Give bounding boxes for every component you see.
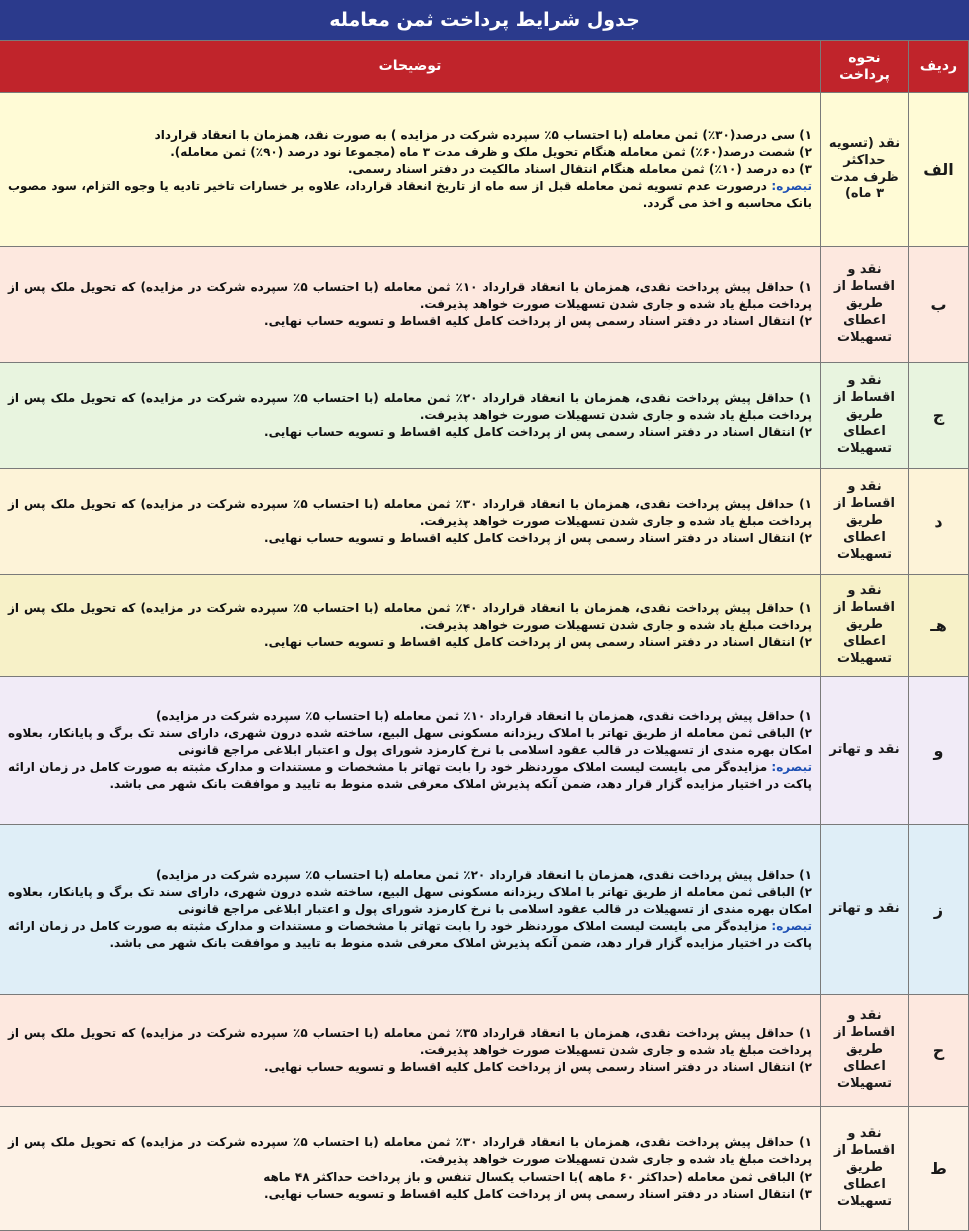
row-radif: الف <box>909 93 969 247</box>
row-payment-method: نقد و اقساط از طریق اعطای تسهیلات <box>821 575 909 677</box>
row-radif: هـ <box>909 575 969 677</box>
line-text: ۲) الباقی ثمن معامله از طریق تهاتر با املاک ریزدانه مسکونی سهل البیع، ساخته شده درون شهری، دارای سند تک برگ و پایانکار، بعلاوه امکان بهره مندی از تسهیلات در قالب عقود اسلامی با نرخ کارمزد شورای پول و اعتبار ابلاغی مراجع قانونی <box>8 884 812 916</box>
row-description <box>0 469 821 575</box>
description-line <box>8 530 812 547</box>
row-description <box>0 995 821 1107</box>
line-text: مزایده‌گر می بایست لیست املاک موردنظر خود را بابت تهاتر با مشخصات و مستندات و مدارک مثبته به صورت کامل در زمان ارائه پاکت در اختیار مزایده گزار قرار دهد، ضمن آنکه پذیرش املاک معرفی شده منوط به تایید و موافقت بانک شهر می باشد. <box>8 760 812 792</box>
row-payment-method: نقد و اقساط از طریق اعطای تسهیلات <box>821 1107 909 1231</box>
header-description: توضیحات <box>0 41 821 93</box>
description-line <box>8 127 812 144</box>
header-row <box>0 41 969 93</box>
row-payment-method: نقد و تهاتر <box>821 825 909 995</box>
line-text: ۱) حداقل پیش پرداخت نقدی، همزمان با انعقاد قرارداد ۱۰٪ ثمن معامله (با احتساب ۵٪ سپرده شرکت در مزایده) که تحویل ملک پس از پرداخت مبلغ یاد شده و جاری شدن تسهیلات صورت خواهد پذیرفت. <box>8 279 812 311</box>
description-line <box>8 867 812 884</box>
description-line <box>8 634 812 651</box>
row-radif: ز <box>909 825 969 995</box>
document-title: جدول شرایط پرداخت ثمن معامله <box>0 0 969 40</box>
description-line <box>8 708 812 725</box>
line-text: ۲) انتقال اسناد در دفتر اسناد رسمی پس از پرداخت کامل کلیه اقساط و تسویه حساب نهایی. <box>264 635 812 650</box>
row-radif: د <box>909 469 969 575</box>
description-line <box>8 1186 812 1203</box>
line-text: ۲) انتقال اسناد در دفتر اسناد رسمی پس از پرداخت کامل کلیه اقساط و تسویه حساب نهایی. <box>264 314 812 329</box>
description-line <box>8 884 812 918</box>
row-radif: ج <box>909 363 969 469</box>
line-text: درصورت عدم تسویه ثمن معامله قبل از سه ماه از تاریخ انعقاد قرارداد، علاوه بر خسارات تاخیر تادیه یا وجوه التزام، سود مصوب بانک محاسبه و اخذ می گردد. <box>8 179 812 211</box>
row-radif: ح <box>909 995 969 1107</box>
description-line <box>8 424 812 441</box>
description-line <box>8 390 812 424</box>
row-description <box>0 575 821 677</box>
row-payment-method: نقد (تسویه حداکثر ظرف مدت ۳ ماه) <box>821 93 909 247</box>
line-text: ۱) حداقل پیش پرداخت نقدی، همزمان با انعقاد قرارداد ۱۰٪ ثمن معامله (با احتساب ۵٪ سپرده شرکت در مزایده) <box>155 708 812 723</box>
line-text: ۲) شصت درصد(۶۰٪) ثمن معامله هنگام تحویل ملک و ظرف مدت ۳ ماه (مجموعا نود درصد (۹۰٪) ثمن معامله). <box>170 144 812 159</box>
row-payment-method: نقد و اقساط از طریق اعطای تسهیلات <box>821 469 909 575</box>
line-text: ۳) انتقال اسناد در دفتر اسناد رسمی پس از پرداخت کامل کلیه اقساط و تسویه حساب نهایی. <box>264 1186 812 1201</box>
table-row <box>0 575 969 677</box>
row-radif: ب <box>909 247 969 363</box>
table-row <box>0 363 969 469</box>
description-line <box>8 1025 812 1059</box>
row-description <box>0 677 821 825</box>
description-line <box>8 759 812 793</box>
table-row <box>0 995 969 1107</box>
row-description <box>0 363 821 469</box>
table-row <box>0 247 969 363</box>
description-line <box>8 600 812 634</box>
description-line <box>8 279 812 313</box>
note-label: تبصره: <box>771 760 812 775</box>
row-description <box>0 1107 821 1231</box>
line-text: ۳) ده درصد (۱۰٪) ثمن معامله هنگام انتقال اسناد مالکیت در دفتر اسناد رسمی. <box>347 161 812 176</box>
line-text: ۱) حداقل پیش پرداخت نقدی، همزمان با انعقاد قرارداد ۲۰٪ ثمن معامله (با احتساب ۵٪ سپرده شرکت در مزایده) <box>155 867 812 882</box>
table-row <box>0 1107 969 1231</box>
row-description <box>0 247 821 363</box>
table-row <box>0 677 969 825</box>
line-text: ۱) حداقل پیش پرداخت نقدی، همزمان با انعقاد قرارداد ۲۰٪ ثمن معامله (با احتساب ۵٪ سپرده شرکت در مزایده) که تحویل ملک پس از پرداخت مبلغ یاد شده و جاری شدن تسهیلات صورت خواهد پذیرفت. <box>8 390 812 422</box>
table-row <box>0 93 969 247</box>
row-payment-method: نقد و اقساط از طریق اعطای تسهیلات <box>821 995 909 1107</box>
line-text: ۱) حداقل پیش پرداخت نقدی، همزمان با انعقاد قرارداد ۳۵٪ ثمن معامله (با احتساب ۵٪ سپرده شرکت در مزایده) که تحویل ملک پس از پرداخت مبلغ یاد شده و جاری شدن تسهیلات صورت خواهد پذیرفت. <box>8 1025 812 1057</box>
row-payment-method: نقد و اقساط از طریق اعطای تسهیلات <box>821 363 909 469</box>
line-text: ۱) سی درصد(۳۰٪) ثمن معامله (با احتساب ۵٪ سپرده شرکت در مزایده ) به صورت نقد، همزمان با انعقاد قرارداد <box>154 127 812 142</box>
description-line <box>8 918 812 952</box>
description-line <box>8 161 812 178</box>
line-text: ۲) انتقال اسناد در دفتر اسناد رسمی پس از پرداخت کامل کلیه اقساط و تسویه حساب نهایی. <box>264 531 812 546</box>
description-line <box>8 1169 812 1186</box>
description-line <box>8 725 812 759</box>
note-label: تبصره: <box>771 179 812 194</box>
line-text: ۱) حداقل پیش پرداخت نقدی، همزمان با انعقاد قرارداد ۳۰٪ ثمن معامله (با احتساب ۵٪ سپرده شرکت در مزایده) که تحویل ملک پس از پرداخت مبلغ یاد شده و جاری شدن تسهیلات صورت خواهد پذیرفت. <box>8 496 812 528</box>
description-line <box>8 1059 812 1076</box>
line-text: ۲) الباقی ثمن معامله از طریق تهاتر با املاک ریزدانه مسکونی سهل البیع، ساخته شده درون شهری، دارای سند تک برگ و پایانکار، بعلاوه امکان بهره مندی از تسهیلات در قالب عقود اسلامی با نرخ کارمزد شورای پول و اعتبار ابلاغی مراجع قانونی <box>8 725 812 757</box>
description-line <box>8 496 812 530</box>
row-payment-method: نقد و اقساط از طریق اعطای تسهیلات <box>821 247 909 363</box>
row-radif: و <box>909 677 969 825</box>
row-radif: ط <box>909 1107 969 1231</box>
line-text: ۲) انتقال اسناد در دفتر اسناد رسمی پس از پرداخت کامل کلیه اقساط و تسویه حساب نهایی. <box>264 425 812 440</box>
payment-terms-table <box>0 40 969 1231</box>
line-text: ۲) الباقی ثمن معامله (حداکثر ۶۰ ماهه )با احتساب یکسال تنفس و باز پرداخت حداکثر ۴۸ ماهه <box>263 1169 812 1184</box>
line-text: ۱) حداقل پیش پرداخت نقدی، همزمان با انعقاد قرارداد ۴۰٪ ثمن معامله (با احتساب ۵٪ سپرده شرکت در مزایده) که تحویل ملک پس از پرداخت مبلغ یاد شده و جاری شدن تسهیلات صورت خواهد پذیرفت. <box>8 600 812 632</box>
row-payment-method: نقد و تهاتر <box>821 677 909 825</box>
row-description <box>0 93 821 247</box>
note-label: تبصره: <box>771 919 812 934</box>
description-line <box>8 313 812 330</box>
line-text: ۱) حداقل پیش پرداخت نقدی، همزمان با انعقاد قرارداد ۳۰٪ ثمن معامله (با احتساب ۵٪ سپرده شرکت در مزایده) که تحویل ملک پس از پرداخت مبلغ یاد شده و جاری شدن تسهیلات صورت خواهد پذیرفت. <box>8 1135 812 1167</box>
header-payment: نحوه پرداخت <box>821 41 909 93</box>
header-radif: ردیف <box>909 41 969 93</box>
description-line <box>8 144 812 161</box>
table-row <box>0 469 969 575</box>
line-text: مزایده‌گر می بایست لیست املاک موردنظر خود را بابت تهاتر با مشخصات و مستندات و مدارک مثبته به صورت کامل در زمان ارائه پاکت در اختیار مزایده گزار قرار دهد، ضمن آنکه پذیرش املاک معرفی شده منوط به تایید و موافقت بانک شهر می باشد. <box>8 919 812 951</box>
row-description <box>0 825 821 995</box>
description-line <box>8 1134 812 1168</box>
table-row <box>0 825 969 995</box>
line-text: ۲) انتقال اسناد در دفتر اسناد رسمی پس از پرداخت کامل کلیه اقساط و تسویه حساب نهایی. <box>264 1060 812 1075</box>
description-line <box>8 178 812 212</box>
